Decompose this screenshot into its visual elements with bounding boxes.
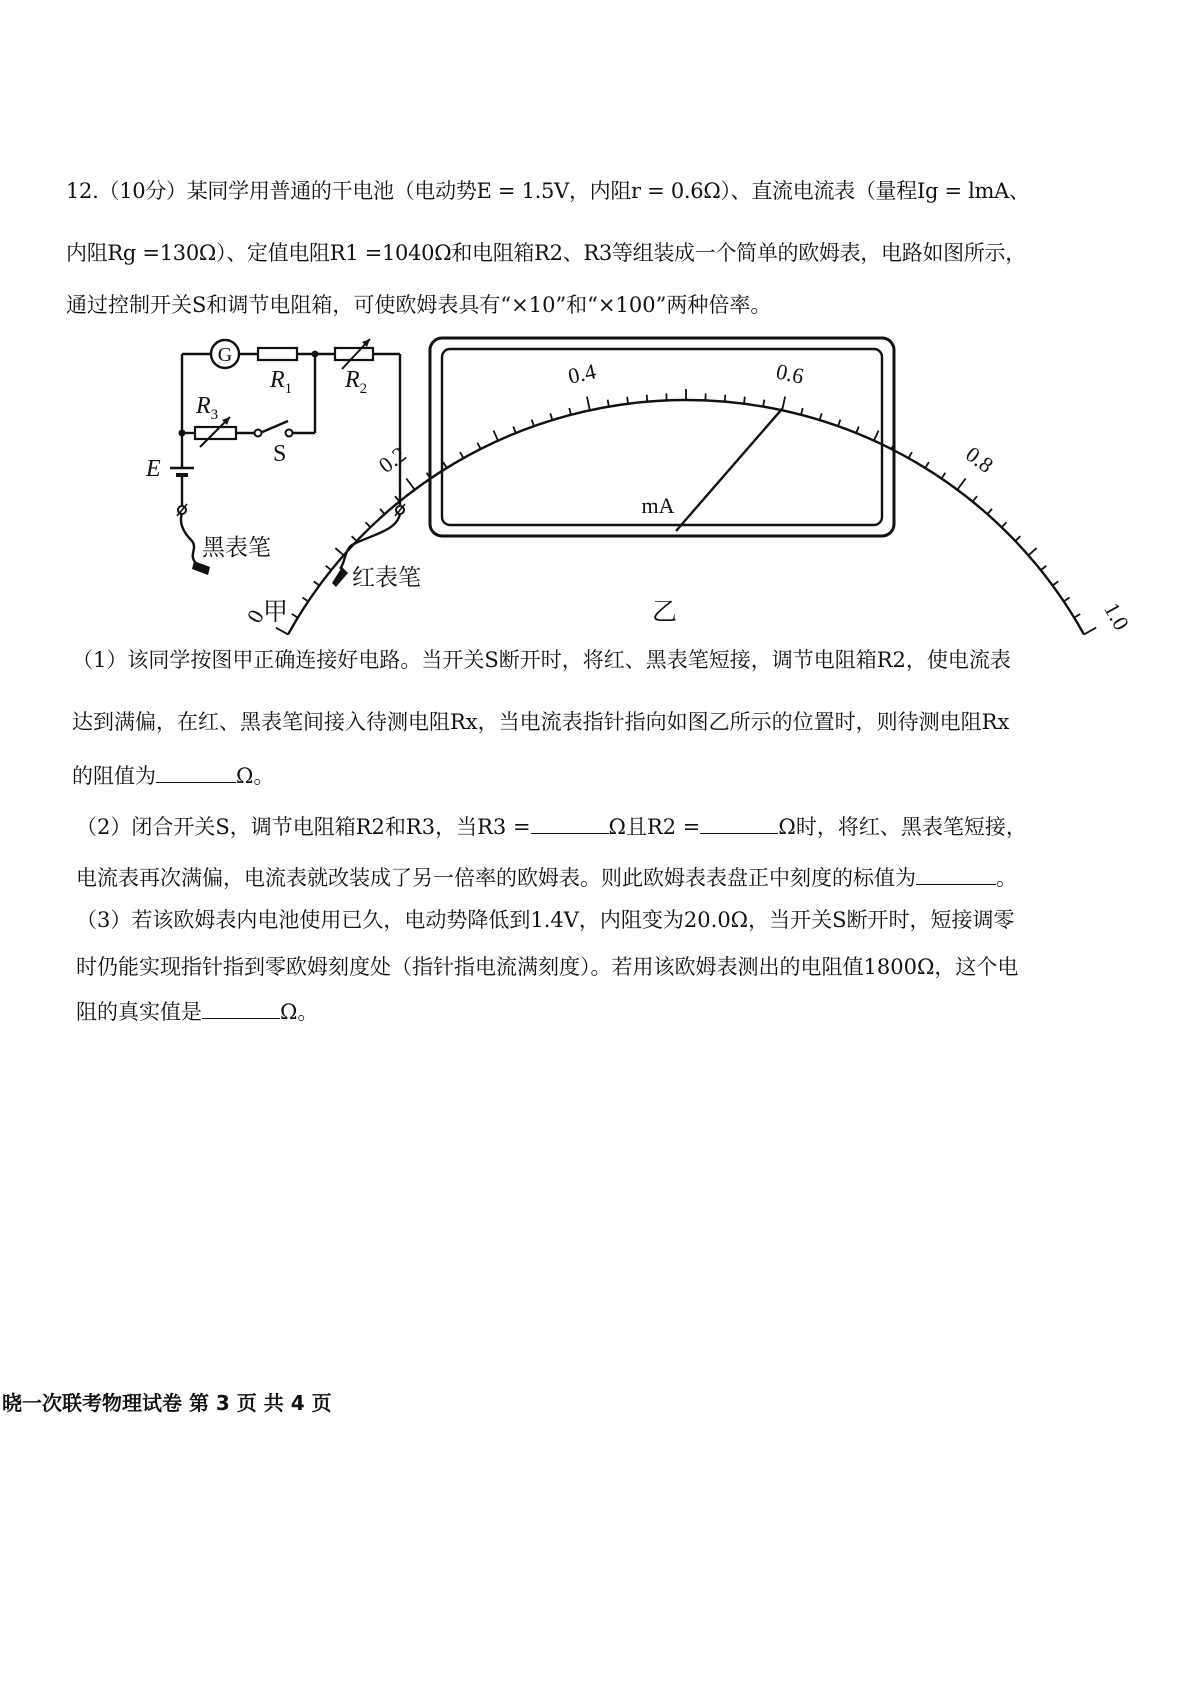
scale-tick xyxy=(1053,581,1059,585)
scale-tick xyxy=(1041,566,1046,570)
galvanometer-label: G xyxy=(217,344,233,366)
scale-tick xyxy=(1002,522,1007,527)
scale-tick xyxy=(725,395,726,402)
switch-contact-right xyxy=(286,430,293,437)
answer-blank-r3[interactable] xyxy=(531,815,609,834)
scale-tick-label: 0.2 xyxy=(373,441,411,478)
r2-label: $R_2$ xyxy=(345,367,368,397)
scale-tick xyxy=(1074,614,1080,618)
scale-tick xyxy=(909,452,912,458)
scale-tick-label: 1.0 xyxy=(1099,598,1135,635)
scale-tick xyxy=(302,597,308,601)
scale-tick xyxy=(608,400,609,407)
r1-label: $R_1$ xyxy=(270,367,293,397)
switch-contact-left xyxy=(255,430,262,437)
scale-tick xyxy=(801,408,803,415)
scale-tick xyxy=(856,427,859,433)
red-probe-tip xyxy=(332,567,348,587)
scale-tick xyxy=(1064,597,1070,601)
scale-tick xyxy=(460,452,463,458)
part3-line-2: 时仍能实现指针指到零欧姆刻度处（指针指电流满刻度）。若用该欧姆表测出的电阻值1800Ω，这个电 xyxy=(76,955,1019,979)
scale-tick xyxy=(443,462,447,468)
scale-tick xyxy=(627,397,628,404)
scale-tick xyxy=(763,400,764,407)
scale-tick xyxy=(1015,536,1020,541)
red-probe-label: 红表笔 xyxy=(352,565,421,591)
scale-tick xyxy=(874,431,879,441)
part3-line-1: （3）若该欧姆表内电池使用已久，电动势降低到1.4V，内阻变为20.0Ω，当开关S断开时，短接调零 xyxy=(76,908,1015,932)
part1-line-2: 达到满偏，在红、黑表笔间接入待测电阻Rx，当电流表指针指向如图乙所示的位置时，则待测电阻Rx xyxy=(72,710,1010,734)
scale-tick xyxy=(276,628,288,635)
junction-dot-left xyxy=(179,430,186,437)
scale-tick xyxy=(292,614,298,618)
scale-tick xyxy=(569,408,571,415)
scale-tick xyxy=(987,509,992,514)
meter-unit-label: mA xyxy=(641,493,675,518)
question-line-2: 内阻Rg =130Ω）、定值电阻R1 =1040Ω和电阻箱R2、R3等组装成一个简单的欧姆表，电路如图所示， xyxy=(66,241,1026,265)
r3-label: $R_3$ xyxy=(196,393,219,423)
meter-needle xyxy=(676,408,783,531)
answer-blank-1[interactable] xyxy=(156,764,236,783)
scale-tick xyxy=(925,462,929,468)
part2-line-1-c: Ω时，将红、黑表笔短接， xyxy=(778,815,1027,839)
scale-tick xyxy=(550,413,552,420)
resistor-box-r2 xyxy=(335,348,373,360)
part2-line-1 xyxy=(76,815,1027,838)
question-line-1: 12.（10分）某同学用普通的干电池（电动势E = 1.5V，内阻r = 0.6Ω）、直流电流表（量程Ig = lmA、 xyxy=(66,179,1030,203)
scale-tick-label: 0.4 xyxy=(565,358,599,389)
answer-blank-r2[interactable] xyxy=(700,815,778,834)
scale-tick xyxy=(493,431,498,441)
answer-blank-midscale[interactable] xyxy=(916,866,996,885)
scale-tick xyxy=(587,397,590,411)
figure-a-caption: 甲 xyxy=(263,597,289,626)
part3-line-3-prefix: 阻的真实值是 xyxy=(76,1000,202,1024)
part2-line-2-prefix: 电流表再次满偏，电流表就改装成了另一倍率的欧姆表。则此欧姆表表盘正中刻度的标值为 xyxy=(76,866,916,890)
figure-b-caption: 乙 xyxy=(652,597,678,626)
scale-tick-label: 0 xyxy=(241,605,269,628)
part1-line-3-suffix: Ω。 xyxy=(236,764,275,788)
part2-line-1-a: （2）闭合开关S，调节电阻箱R2和R3，当R3 = xyxy=(76,815,531,839)
scale-tick xyxy=(820,413,822,420)
switch-label: S xyxy=(273,441,287,467)
resistor-box-r3 xyxy=(195,427,236,439)
scale-tick xyxy=(782,397,785,411)
part1-line-1: （1）该同学按图甲正确连接好电路。当开关S断开时，将红、黑表笔短接，调节电阻箱R2，使电流表 xyxy=(72,648,1011,672)
scale-tick xyxy=(744,397,745,404)
scale-tick xyxy=(957,478,965,489)
scale-tick xyxy=(477,443,480,449)
black-probe-label: 黑表笔 xyxy=(202,535,271,561)
resistor-r1 xyxy=(258,348,297,360)
battery-label: E xyxy=(146,456,161,482)
page-footer: 晓一次联考物理试卷 第 3 页 共 4 页 xyxy=(2,1391,332,1415)
scale-tick xyxy=(838,420,840,427)
part2-line-1-b: Ω且R2 = xyxy=(608,815,701,839)
scale-tick xyxy=(941,473,945,479)
scale-tick xyxy=(1028,548,1036,555)
part2-line-2-suffix: 。 xyxy=(996,866,1017,890)
part2-line-2 xyxy=(76,866,1017,889)
scale-tick-label: 0.6 xyxy=(773,358,807,389)
scale-tick xyxy=(647,395,648,402)
answer-blank-3[interactable] xyxy=(202,1000,280,1019)
scale-tick xyxy=(973,496,977,501)
part3-line-3-suffix: Ω。 xyxy=(280,1000,319,1024)
part1-line-3-prefix: 的阻值为 xyxy=(72,764,156,788)
junction-dot-top xyxy=(312,351,319,358)
scale-tick xyxy=(532,420,534,427)
question-line-3: 通过控制开关S和调节电阻箱，可使欧姆表具有“×10”和“×100”两种倍率。 xyxy=(66,293,772,317)
part3-line-3 xyxy=(76,1000,318,1023)
scale-tick xyxy=(1084,628,1096,635)
black-probe-tip xyxy=(192,561,210,575)
part1-line-3 xyxy=(72,764,274,787)
scale-tick-label: 0.8 xyxy=(961,441,999,478)
scale-tick xyxy=(513,427,516,433)
